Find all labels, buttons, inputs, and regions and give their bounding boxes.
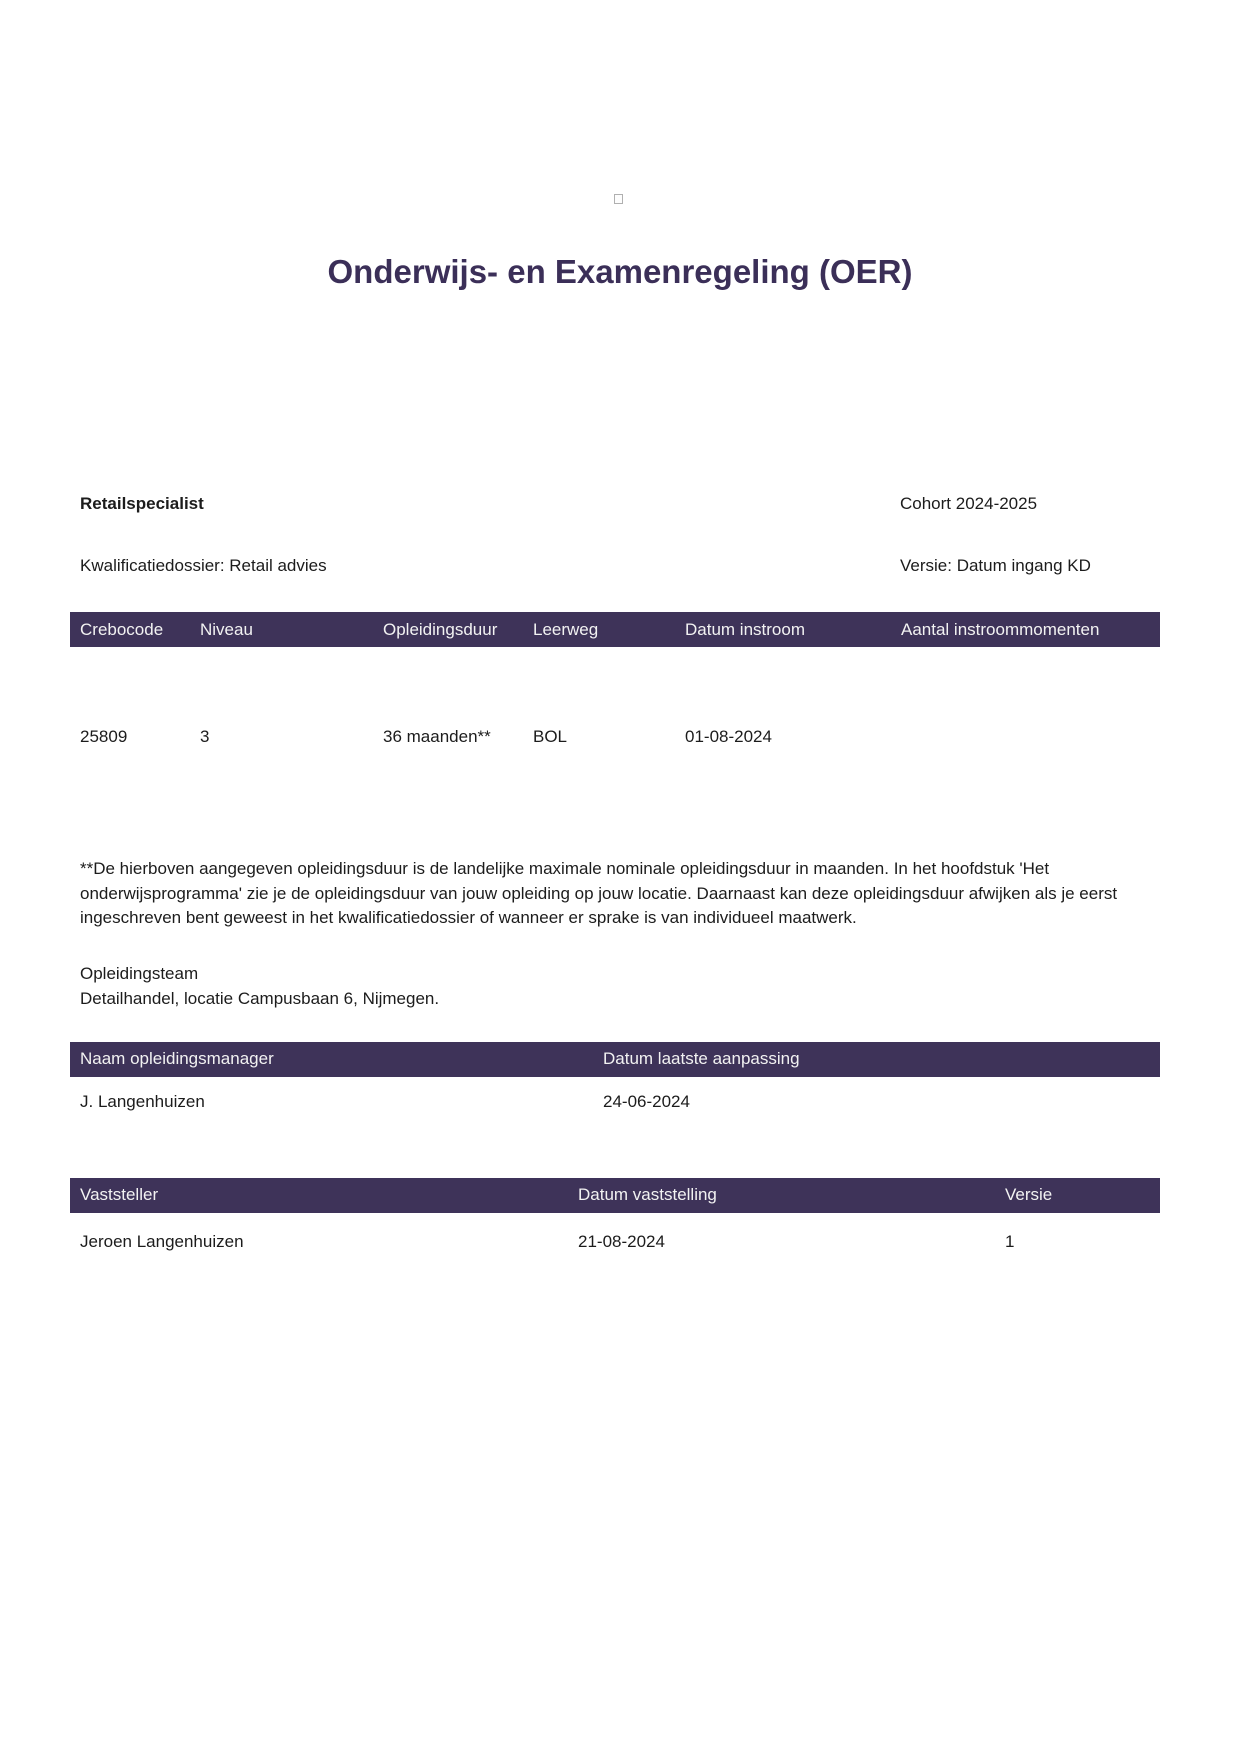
team-description: Detailhandel, locatie Campusbaan 6, Nijmegen. bbox=[80, 988, 440, 1008]
manager-header-naam: Naam opleidingsmanager bbox=[80, 1049, 274, 1068]
manager-table bbox=[70, 1042, 1160, 1127]
duration-note: **De hierboven aangegeven opleidingsduur is de landelijke maximale nominale opleidingsduur in maanden. In het hoofdstuk 'Het onderwijsprogramma' zie je de opleidingsduur van jouw opleiding op jouw locatie. Daarnaast kan deze opleidingsduur afwijken als je eerst ingeschreven bent geweest in het kwalificatiedossier of wanneer er sprake is van individueel maatwerk. bbox=[80, 859, 1118, 927]
approval-cell-vaststeller: Jeroen Langenhuizen bbox=[80, 1231, 244, 1251]
enrollment-table-header bbox=[70, 612, 1160, 647]
approval-cell-datum-vaststelling: 21-08-2024 bbox=[578, 1231, 665, 1251]
approval-table-header bbox=[70, 1178, 1160, 1213]
page-title: Onderwijs- en Examenregeling (OER) bbox=[327, 253, 913, 290]
meta-row-program bbox=[80, 493, 1170, 515]
qualification-dossier-label: Kwalificatiedossier: Retail advies bbox=[80, 556, 327, 575]
program-name: Retailspecialist bbox=[80, 494, 204, 513]
approval-header-datum-vaststelling: Datum vaststelling bbox=[578, 1185, 717, 1204]
enrollment-cell-niveau: 3 bbox=[200, 727, 210, 746]
enrollment-cell-leerweg: BOL bbox=[533, 727, 568, 746]
enrollment-header-opleidingsduur: Opleidingsduur bbox=[383, 619, 498, 639]
version-label: Versie: Datum ingang KD bbox=[900, 556, 1091, 575]
approval-header-vaststeller: Vaststeller bbox=[80, 1185, 159, 1204]
manager-table-header bbox=[70, 1042, 1160, 1077]
team-heading: Opleidingsteam bbox=[80, 963, 199, 983]
meta-row-dossier bbox=[80, 555, 1170, 577]
enrollment-header-aantal-instroommomenten: Aantal instroommomenten bbox=[901, 619, 1100, 639]
enrollment-cell-opleidingsduur: 36 maanden** bbox=[383, 727, 491, 746]
manager-header-datum-aanpassing: Datum laatste aanpassing bbox=[603, 1049, 800, 1068]
enrollment-cell-datum-instroom: 01-08-2024 bbox=[685, 727, 772, 746]
manager-table-row bbox=[70, 1077, 1160, 1127]
enrollment-table bbox=[70, 612, 1160, 827]
missing-image-icon bbox=[614, 194, 623, 204]
team-block bbox=[80, 961, 1170, 1011]
enrollment-header-crebocode: Crebocode bbox=[80, 619, 164, 639]
enrollment-header-leerweg: Leerweg bbox=[533, 619, 599, 639]
manager-cell-naam: J. Langenhuizen bbox=[80, 1091, 205, 1111]
enrollment-cell-crebocode: 25809 bbox=[80, 727, 128, 746]
approval-header-versie: Versie bbox=[1005, 1185, 1053, 1204]
enrollment-table-row bbox=[70, 647, 1160, 827]
enrollment-header-datum-instroom: Datum instroom bbox=[685, 619, 805, 639]
enrollment-header-niveau: Niveau bbox=[200, 619, 253, 639]
cohort-label: Cohort 2024-2025 bbox=[900, 494, 1038, 513]
approval-table-row bbox=[70, 1213, 1160, 1271]
approval-cell-versie: 1 bbox=[1005, 1231, 1015, 1251]
manager-cell-datum-aanpassing: 24-06-2024 bbox=[603, 1091, 690, 1111]
approval-table bbox=[70, 1178, 1160, 1271]
